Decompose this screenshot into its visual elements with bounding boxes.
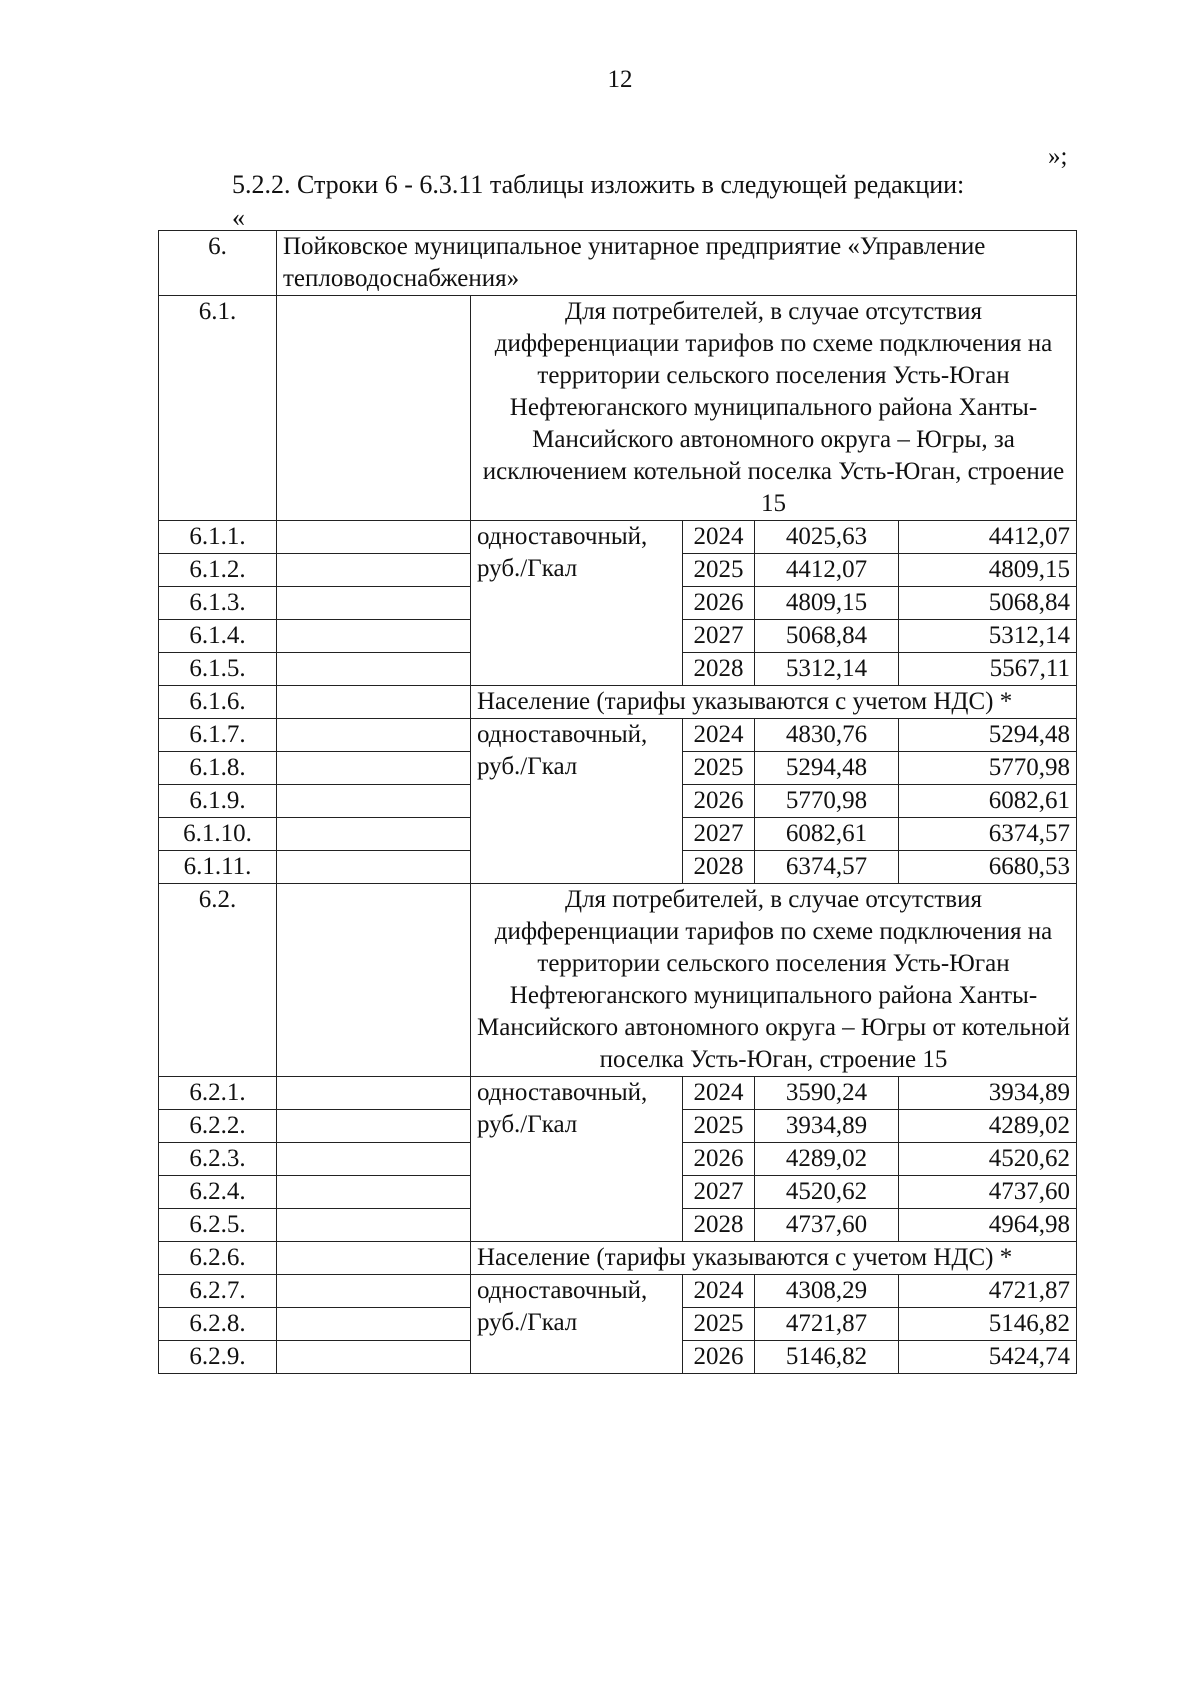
tariff-first-half: 4830,76 [755, 719, 899, 752]
year-cell: 2026 [683, 587, 755, 620]
opening-quote: « [232, 203, 245, 232]
tariff-row [159, 1077, 1077, 1110]
tariff-row [159, 719, 1077, 752]
tariff-second-half: 4809,15 [899, 554, 1077, 587]
tariff-second-half: 5424,74 [899, 1341, 1077, 1374]
empty-cell [277, 296, 471, 521]
empty-cell [277, 653, 471, 686]
tariff-second-half: 4737,60 [899, 1176, 1077, 1209]
tariff-row [159, 1275, 1077, 1308]
year-cell: 2026 [683, 1143, 755, 1176]
row-number: 6.1.1. [159, 521, 277, 554]
tariff-second-half: 4289,02 [899, 1110, 1077, 1143]
empty-cell [277, 884, 471, 1077]
tariff-first-half: 6374,57 [755, 851, 899, 884]
tariff-second-half: 5770,98 [899, 752, 1077, 785]
row-number: 6.1.8. [159, 752, 277, 785]
row-number: 6.2.8. [159, 1308, 277, 1341]
tariff-second-half: 4520,62 [899, 1143, 1077, 1176]
tariff-second-half: 4964,98 [899, 1209, 1077, 1242]
closing-quote: »; [1048, 143, 1068, 170]
row-number: 6.1.6. [159, 686, 277, 719]
section-title: Для потребителей, в случае отсутствия дифференциации тарифов по схеме подключения на территории сельского поселения Усть-Юган Нефтеюганского муниципального района Ханты-Мансийского автономного округа – Югры от котельной поселка Усть-Юган, строение 15 [471, 884, 1077, 1077]
year-cell: 2024 [683, 1275, 755, 1308]
row-number: 6.1.11. [159, 851, 277, 884]
year-cell: 2025 [683, 554, 755, 587]
year-cell: 2026 [683, 1341, 755, 1374]
empty-cell [277, 1077, 471, 1110]
empty-cell [277, 1242, 471, 1275]
empty-cell [277, 1176, 471, 1209]
tariff-second-half: 5146,82 [899, 1308, 1077, 1341]
empty-cell [277, 1209, 471, 1242]
empty-cell [277, 620, 471, 653]
tariff-second-half: 4721,87 [899, 1275, 1077, 1308]
row-number: 6.2.2. [159, 1110, 277, 1143]
year-cell: 2024 [683, 1077, 755, 1110]
row-number: 6.2.7. [159, 1275, 277, 1308]
year-cell: 2028 [683, 1209, 755, 1242]
population-row [159, 1242, 1077, 1275]
tariff-type-label: одноставочный, руб./Гкал [471, 719, 683, 884]
tariff-first-half: 4737,60 [755, 1209, 899, 1242]
tariff-second-half: 6082,61 [899, 785, 1077, 818]
tariff-second-half: 3934,89 [899, 1077, 1077, 1110]
empty-cell [277, 686, 471, 719]
tariff-first-half: 5312,14 [755, 653, 899, 686]
tariff-first-half: 5770,98 [755, 785, 899, 818]
empty-cell [277, 851, 471, 884]
tariff-second-half: 5068,84 [899, 587, 1077, 620]
year-cell: 2027 [683, 1176, 755, 1209]
row-number: 6.1.10. [159, 818, 277, 851]
tariff-first-half: 4412,07 [755, 554, 899, 587]
empty-cell [277, 719, 471, 752]
tariff-first-half: 3590,24 [755, 1077, 899, 1110]
row-number: 6.1.2. [159, 554, 277, 587]
empty-cell [277, 818, 471, 851]
amendment-intro: 5.2.2. Строки 6 - 6.3.11 таблицы изложить в следующей редакции: [232, 170, 965, 199]
empty-cell [277, 521, 471, 554]
row-number: 6.1.5. [159, 653, 277, 686]
row-number: 6.2.5. [159, 1209, 277, 1242]
empty-cell [277, 1143, 471, 1176]
row-number: 6.2.9. [159, 1341, 277, 1374]
population-row [159, 686, 1077, 719]
year-cell: 2027 [683, 818, 755, 851]
org-name: Пойковское муниципальное унитарное предприятие «Управление тепловодоснабжения» [277, 231, 1077, 296]
tariff-second-half: 5312,14 [899, 620, 1077, 653]
empty-cell [277, 752, 471, 785]
tariff-second-half: 5294,48 [899, 719, 1077, 752]
row-number: 6.1.4. [159, 620, 277, 653]
tariff-first-half: 4308,29 [755, 1275, 899, 1308]
tariff-first-half: 5068,84 [755, 620, 899, 653]
tariff-second-half: 5567,11 [899, 653, 1077, 686]
tariff-second-half: 4412,07 [899, 521, 1077, 554]
tariff-first-half: 4025,63 [755, 521, 899, 554]
year-cell: 2025 [683, 752, 755, 785]
section-header-row [159, 296, 1077, 521]
tariff-second-half: 6680,53 [899, 851, 1077, 884]
tariff-first-half: 6082,61 [755, 818, 899, 851]
row-number: 6.1.7. [159, 719, 277, 752]
tariff-first-half: 4809,15 [755, 587, 899, 620]
tariff-first-half: 4520,62 [755, 1176, 899, 1209]
population-title: Население (тарифы указываются с учетом НДС) * [471, 686, 1077, 719]
year-cell: 2028 [683, 653, 755, 686]
row-number: 6.2.4. [159, 1176, 277, 1209]
year-cell: 2025 [683, 1308, 755, 1341]
tariff-first-half: 3934,89 [755, 1110, 899, 1143]
row-number: 6.2.3. [159, 1143, 277, 1176]
tariff-first-half: 4289,02 [755, 1143, 899, 1176]
tariff-first-half: 5294,48 [755, 752, 899, 785]
empty-cell [277, 1275, 471, 1308]
tariff-type-label: одноставочный, руб./Гкал [471, 521, 683, 686]
empty-cell [277, 554, 471, 587]
org-row [159, 231, 1077, 296]
row-number: 6. [159, 231, 277, 296]
tariff-first-half: 4721,87 [755, 1308, 899, 1341]
empty-cell [277, 785, 471, 818]
population-title: Население (тарифы указываются с учетом НДС) * [471, 1242, 1077, 1275]
row-number: 6.1. [159, 296, 277, 521]
row-number: 6.2. [159, 884, 277, 1077]
row-number: 6.2.1. [159, 1077, 277, 1110]
year-cell: 2024 [683, 719, 755, 752]
tariff-table-body [159, 231, 1077, 1374]
empty-cell [277, 1341, 471, 1374]
year-cell: 2028 [683, 851, 755, 884]
row-number: 6.1.3. [159, 587, 277, 620]
year-cell: 2024 [683, 521, 755, 554]
tariff-type-label: одноставочный, руб./Гкал [471, 1077, 683, 1242]
tariff-second-half: 6374,57 [899, 818, 1077, 851]
section-header-row [159, 884, 1077, 1077]
section-title: Для потребителей, в случае отсутствия дифференциации тарифов по схеме подключения на территории сельского поселения Усть-Юган Нефтеюганского муниципального района Ханты-Мансийского автономного округа – Югры, за исключением котельной поселка Усть-Юган, строение 15 [471, 296, 1077, 521]
empty-cell [277, 587, 471, 620]
row-number: 6.1.9. [159, 785, 277, 818]
year-cell: 2025 [683, 1110, 755, 1143]
year-cell: 2027 [683, 620, 755, 653]
year-cell: 2026 [683, 785, 755, 818]
tariff-table [158, 230, 1077, 1374]
tariff-first-half: 5146,82 [755, 1341, 899, 1374]
empty-cell [277, 1308, 471, 1341]
empty-cell [277, 1110, 471, 1143]
tariff-type-label: одноставочный, руб./Гкал [471, 1275, 683, 1374]
tariff-row [159, 521, 1077, 554]
page-number: 12 [607, 66, 633, 93]
row-number: 6.2.6. [159, 1242, 277, 1275]
